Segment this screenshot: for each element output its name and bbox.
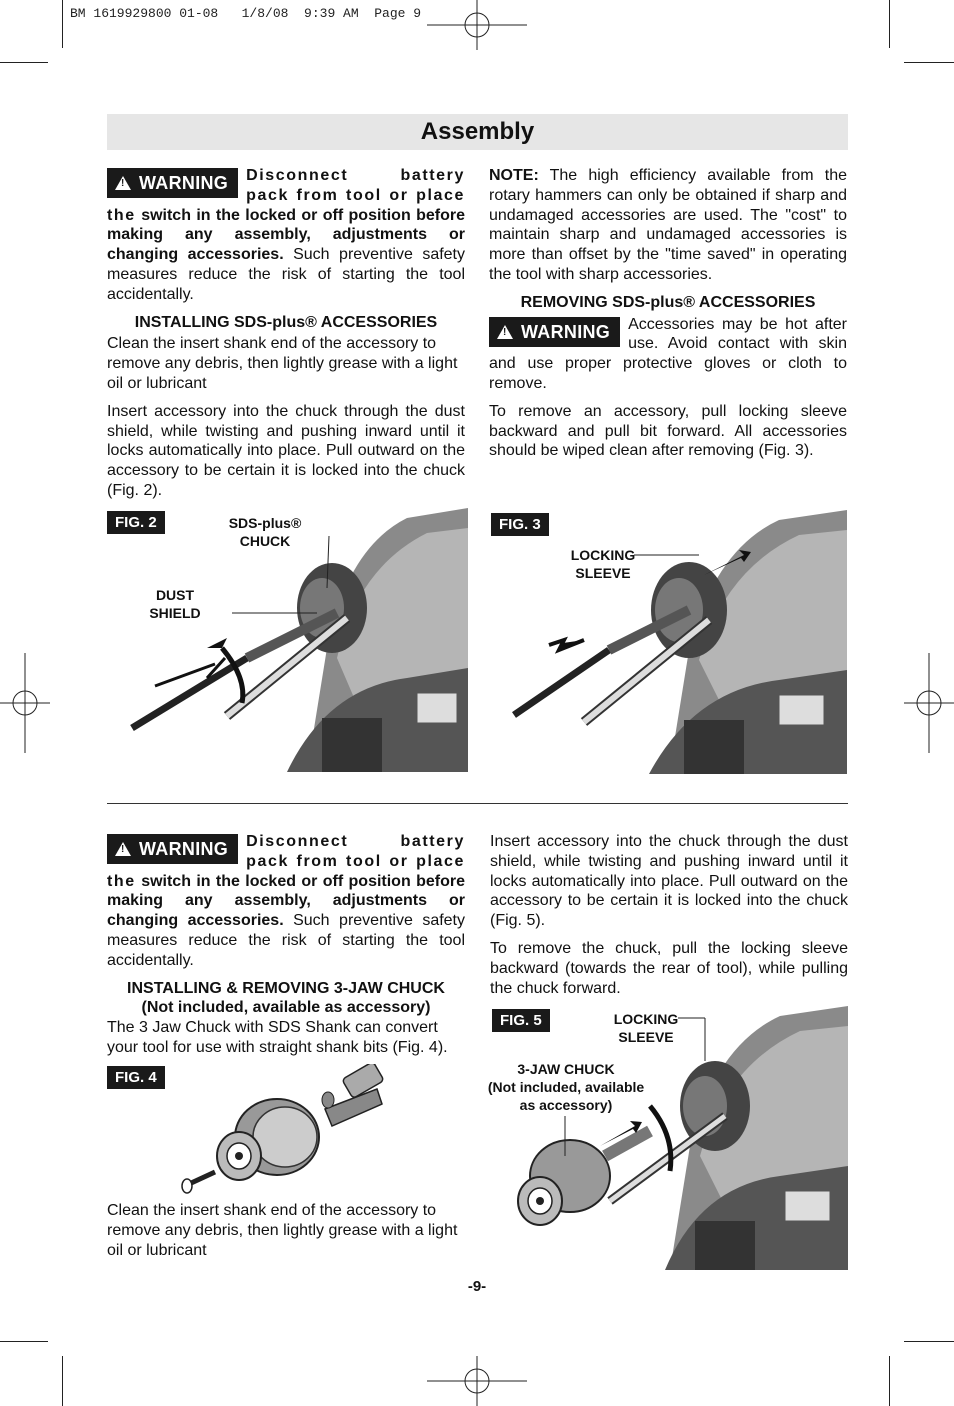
section-heading: INSTALLING SDS-plus® ACCESSORIES: [134, 313, 438, 331]
three-jaw-chuck-illustration: [107, 1064, 465, 1204]
warning-text-bold-1: Disconnect battery pack from tool or place the: [107, 167, 465, 224]
bottom-left-column-end: [107, 1201, 465, 1268]
warning-triangle-icon: [115, 176, 131, 190]
registration-mark-left: [0, 653, 50, 753]
note-label: NOTE:: [489, 167, 539, 184]
top-right-column: [489, 166, 847, 469]
paragraph: To remove the chuck, pull the locking sleeve backward (towards the rear of tool), while pulling the chuck forward.: [490, 939, 848, 997]
warning-text-bold-2: switch in the locked or off position before making any assembly, adjustments or changing accessories.: [107, 206, 465, 264]
print-slug: BM 1619929800 01-08 1/8/08 9:39 AM Page 9: [70, 6, 422, 21]
registration-mark-right: [904, 653, 954, 753]
warning-text-rest: Such preventive safety measures reduce the risk of starting the tool accidentally.: [107, 912, 466, 969]
figure-label: FIG. 5: [492, 1009, 550, 1032]
section-divider: [107, 803, 848, 804]
paragraph: Insert accessory into the chuck through the dust shield, while twisting and pushing inward until it locks automatically into place. Pull outward on the accessory to be certain it is locked into the chuck (Fig. 2).: [107, 402, 465, 499]
section-heading: INSTALLING & REMOVING 3-JAW CHUCK: [127, 979, 445, 997]
paragraph: Insert accessory into the chuck through the dust shield, while twisting and pushing inward until it locks automatically into place. Pull outward on the accessory to be certain it is locked into the chuck (Fig. 5).: [490, 833, 848, 930]
callout-three-jaw-chuck: 3-JAW CHUCK (Not included, available as accessory): [487, 1061, 645, 1113]
registration-mark-top: [427, 0, 527, 50]
bottom-right-column: [490, 832, 848, 1006]
paragraph: Clean the insert shank end of the accessory to remove any debris, then lightly grease with a light oil or lubricant: [107, 335, 458, 392]
crop-mark: [62, 0, 63, 48]
crop-mark: [904, 1341, 954, 1342]
callout-chuck: SDS-plus® CHUCK: [228, 515, 302, 549]
callout-dust-shield: DUST SHIELD: [149, 587, 201, 621]
page-number: -9-: [467, 1278, 487, 1295]
warning-badge: !WARNING: [107, 834, 238, 864]
top-left-column: [107, 166, 465, 509]
registration-mark-bottom: [427, 1356, 527, 1406]
crop-mark: [889, 0, 890, 48]
figure-label: FIG. 2: [107, 511, 165, 534]
bottom-left-column: [107, 832, 465, 1066]
figure-label: FIG. 4: [107, 1066, 165, 1089]
warning-text-bold-1: Disconnect battery pack from tool or place the: [107, 833, 465, 890]
paragraph: The 3 Jaw Chuck with SDS Shank can convert your tool for use with straight shank bits (Fig. 4).: [107, 1019, 448, 1056]
section-subheading: (Not included, available as accessory): [141, 999, 431, 1017]
title-banner: [107, 114, 848, 150]
figure-label: FIG. 3: [491, 513, 549, 536]
warning-triangle-icon: [497, 325, 513, 339]
warning-triangle-icon: [115, 842, 131, 856]
warning-badge: !WARNING: [107, 168, 238, 198]
crop-mark: [62, 1356, 63, 1406]
figure-2: [107, 508, 468, 772]
paragraph: Clean the insert shank end of the accessory to remove any debris, then lightly grease with a light oil or lubricant: [107, 1202, 458, 1259]
crop-mark: [904, 62, 954, 63]
crop-mark: [889, 1356, 890, 1406]
warning-text-rest: Such preventive safety measures reduce the risk of starting the tool accidentally.: [107, 246, 466, 303]
figure-5: [487, 1006, 848, 1270]
callout-locking-sleeve: LOCKING SLEEVE: [570, 547, 636, 581]
section-heading: REMOVING SDS-plus® ACCESSORIES: [520, 293, 816, 311]
warning-text: Accessories may be hot after use. Avoid contact with skin and use proper protective gloves or cloth to remove.: [489, 315, 847, 392]
figure-4: [107, 1064, 465, 1204]
note-text: The high efficiency available from the rotary hammers can only be obtained if sharp and undamaged accessories are used. The "cost" to maintain sharp and undamaged accessories is more than offset by the "time saved" in operating the tool with sharp accessories.: [489, 167, 847, 283]
warning-text-bold-2: switch in the locked or off position before making any assembly, adjustments or changing accessories.: [107, 872, 465, 930]
callout-locking-sleeve: LOCKING SLEEVE: [613, 1011, 679, 1045]
rotary-hammer-illustration: [489, 510, 847, 774]
paragraph: To remove an accessory, pull locking sleeve backward and pull bit forward. All accessories should be wiped clean after removing (Fig. 3).: [489, 402, 847, 460]
page-title: Assembly: [420, 118, 535, 145]
crop-mark: [0, 62, 48, 63]
crop-mark: [0, 1341, 48, 1342]
warning-badge: !WARNING: [489, 317, 620, 347]
figure-3: [489, 510, 847, 774]
